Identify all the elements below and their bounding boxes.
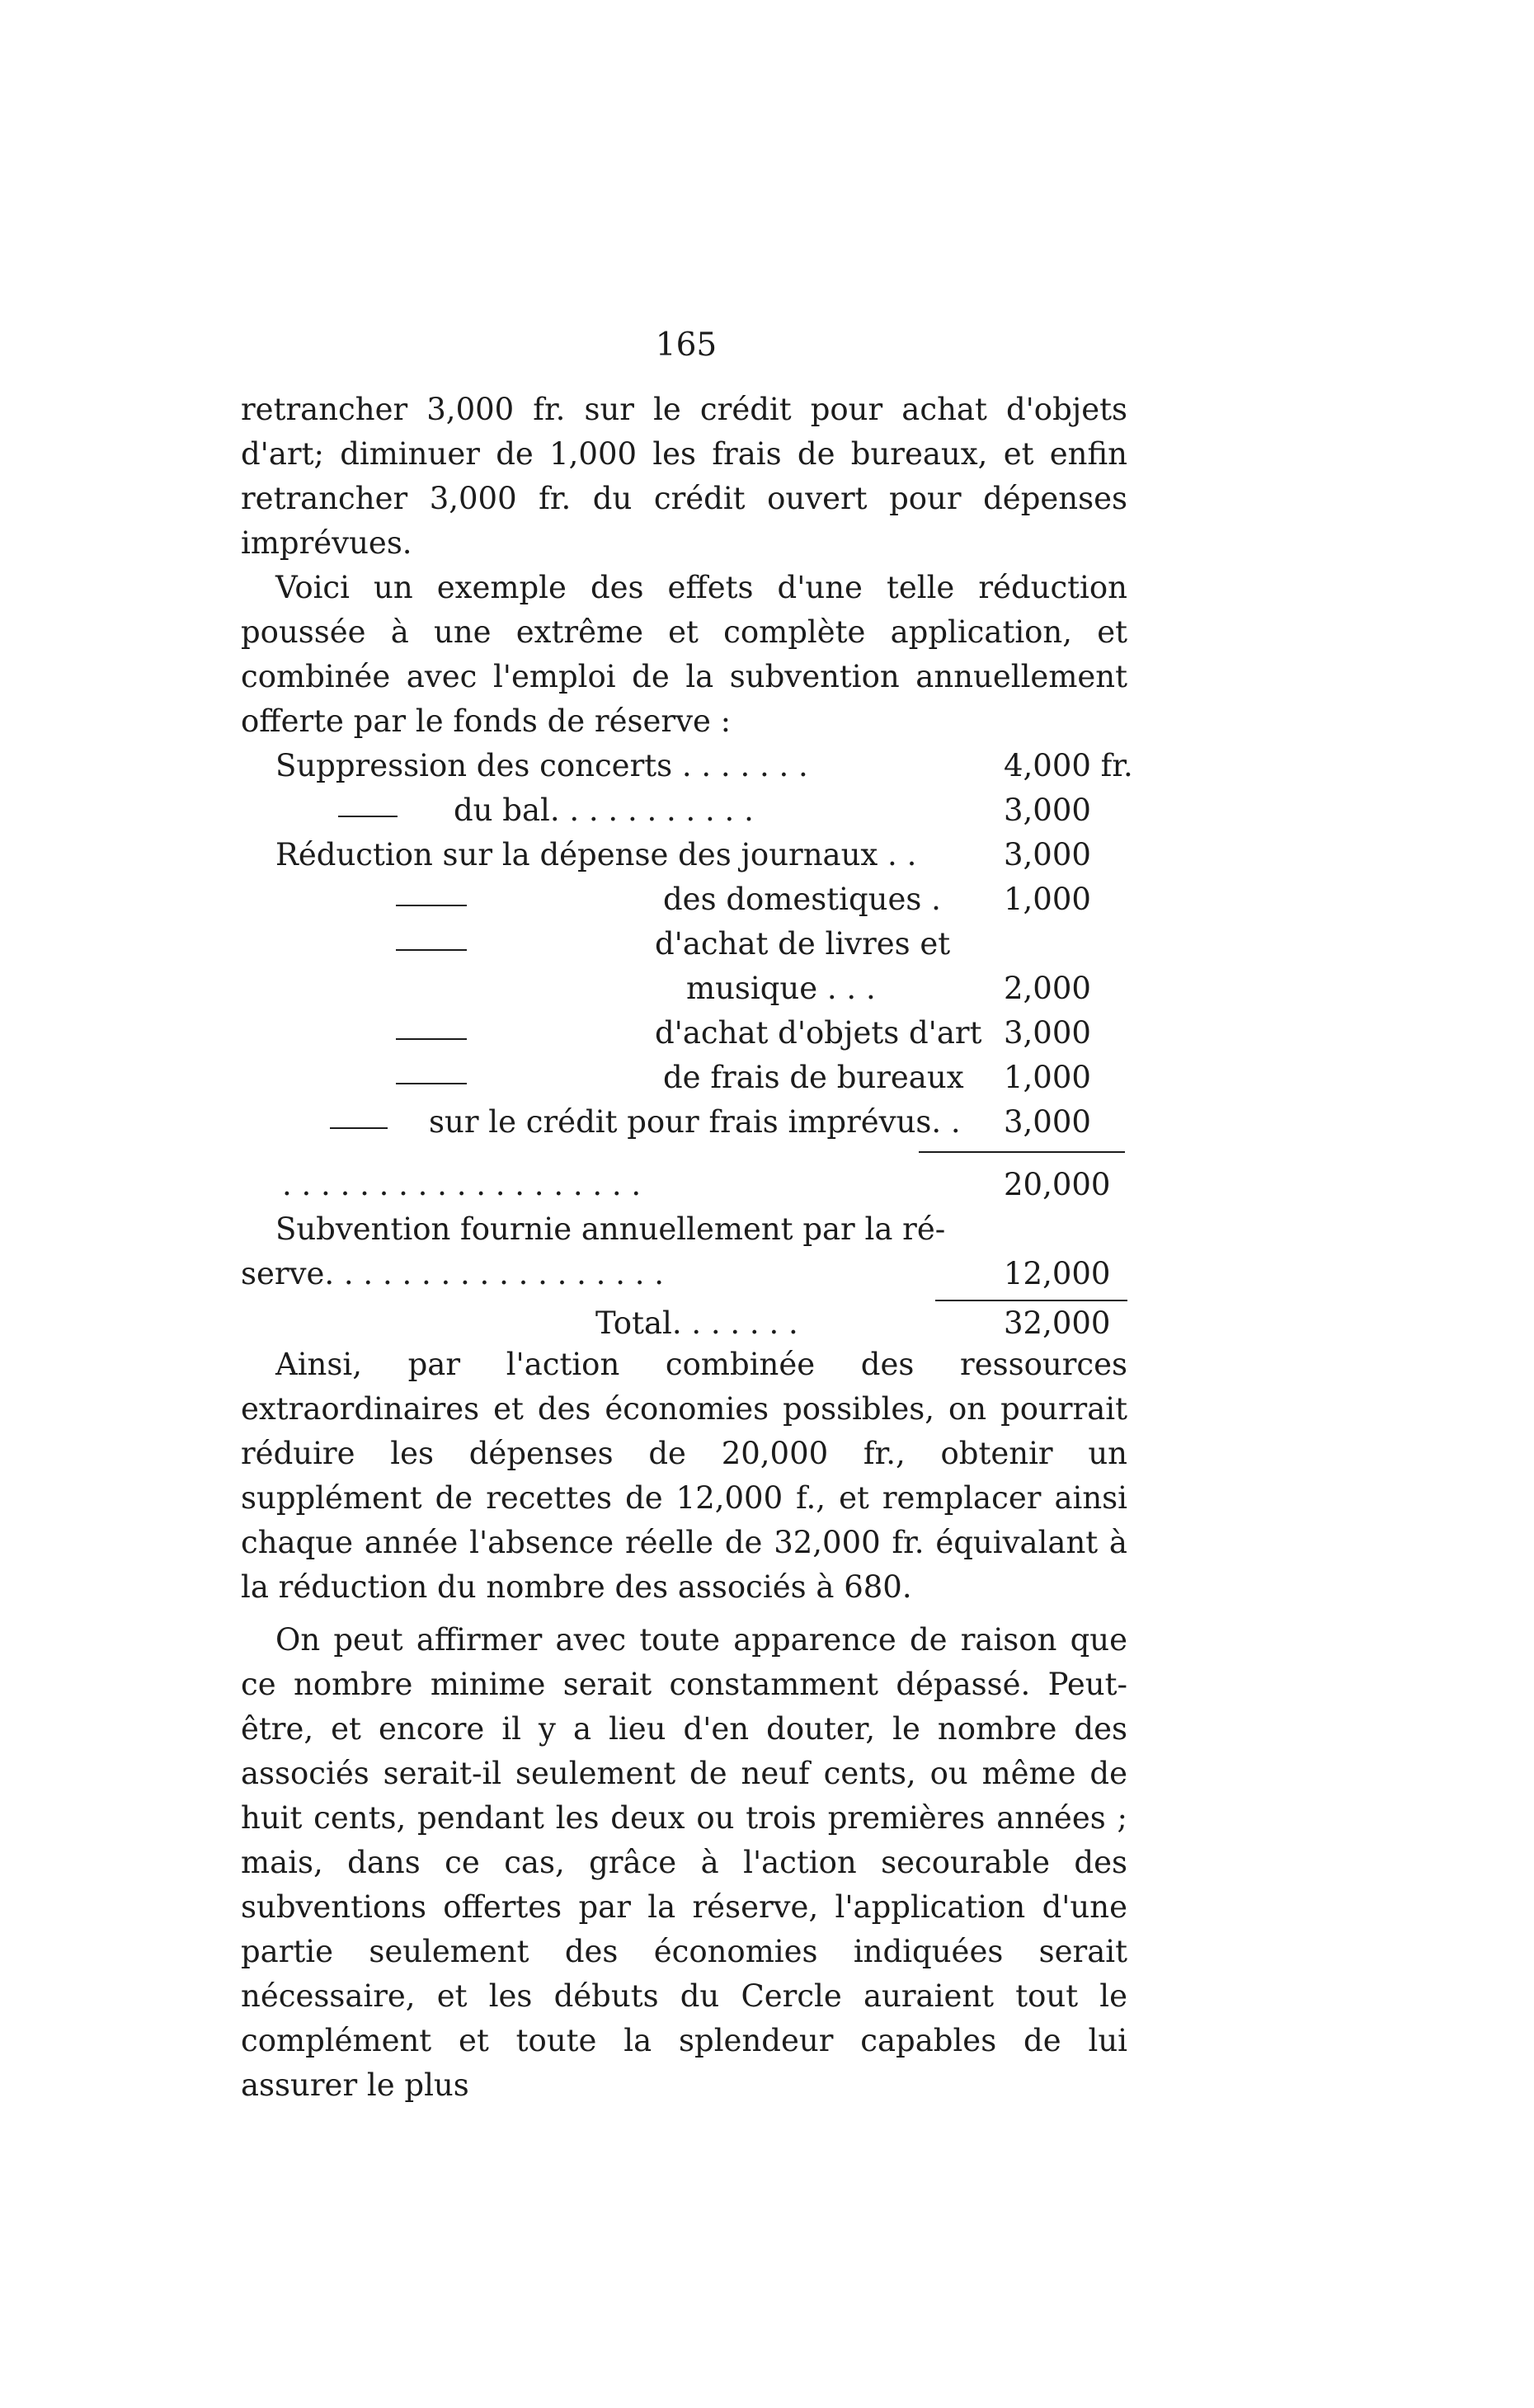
ledger-amount: 2,000	[1004, 971, 1091, 1006]
ledger-row-bal	[241, 788, 1127, 833]
ledger-row-subtotal	[241, 1163, 1127, 1207]
final-paragraph: On peut affirmer avec toute apparence de raison que ce nombre minime serait constamment dépassé. Peut-être, et encore il y a lieu d'en douter, le nombre des associés serait-il seulement de neuf cents, ou même de huit cents, pendant les deux ou trois premières années ; mais, dans ce cas, grâce à l'action secourable des subventions offertes par la réserve, l'application d'une partie seulement des économies indiquées serait nécessaire, et les débuts du Cercle auraient tout le complément et toute la splendeur capables de lui assurer le plus	[241, 1622, 1127, 2103]
ledger-row-subvention	[241, 1207, 1127, 1252]
expense-ledger	[241, 744, 1133, 1341]
ledger-amount: 1,000	[1004, 882, 1091, 917]
page-number: 165	[655, 327, 718, 364]
ledger-label: du bal. . . . . . . . . . .	[454, 792, 754, 828]
ledger-amount: 3,000	[1004, 1104, 1091, 1140]
ledger-label: Total. . . . . . .	[595, 1305, 798, 1341]
ledger-amount: 3,000	[1004, 1015, 1091, 1051]
ledger-row-imprevus	[241, 1100, 1127, 1145]
ledger-row-objets	[241, 1011, 1127, 1056]
ledger-row-musique	[241, 966, 1127, 1011]
ledger-leader-dots: . . . . . . . . . . . . . . . . . . .	[282, 1167, 642, 1202]
subtotal-rule	[919, 1151, 1125, 1153]
ledger-amount: 12,000	[1004, 1256, 1111, 1291]
conclusion-paragraph: Ainsi, par l'action combinée des ressources extraordinaires et des économies possibles, on pourrait réduire les dépenses de 20,000 fr., obtenir un supplément de recettes de 12,000 f., et remplacer ainsi chaque année l'absence réelle de 32,000 fr. équivalant à la réduction du nombre des associés à 680.	[241, 1347, 1127, 1605]
example-paragraph: Voici un exemple des effets d'une telle réduction poussée à une extrême et complète application, et combinée avec l'emploi de la subvention annuellement offerte par le fonds de réserve :	[241, 570, 1127, 739]
ditto-dash	[330, 1127, 388, 1129]
ledger-row-concerts	[241, 744, 1133, 788]
body-text	[241, 388, 1133, 2108]
ledger-label: d'achat d'objets d'art	[655, 1015, 982, 1051]
ledger-label: Réduction sur la dépense des journaux . .	[275, 837, 917, 872]
ledger-amount: 3,000	[1004, 837, 1091, 872]
ledger-label: Suppression des concerts . . . . . . .	[275, 748, 808, 783]
intro-paragraph: retrancher 3,000 fr. sur le crédit pour achat d'objets d'art; diminuer de 1,000 les frais de bureaux, et enfin retrancher 3,000 fr. du crédit ouvert pour dépenses imprévues.	[241, 392, 1127, 561]
ledger-label: serve. . . . . . . . . . . . . . . . . .	[241, 1256, 665, 1291]
ledger-label: de frais de bureaux	[663, 1060, 964, 1095]
ledger-label: sur le crédit pour frais imprévus. .	[429, 1104, 961, 1140]
ditto-dash	[396, 949, 467, 951]
ditto-dash	[396, 1038, 467, 1040]
ledger-row-journaux	[241, 833, 1127, 877]
ditto-dash	[396, 1083, 467, 1084]
ditto-dash	[338, 816, 398, 817]
ditto-dash	[396, 905, 467, 906]
ledger-amount: 32,000	[1004, 1305, 1111, 1341]
ledger-amount: 1,000	[1004, 1060, 1091, 1095]
ledger-label: Subvention fournie annuellement par la ré-	[275, 1211, 946, 1247]
ledger-amount: 3,000	[1004, 792, 1091, 828]
ledger-label: d'achat de livres et	[655, 926, 951, 962]
ledger-amount: 4,000 fr.	[1004, 748, 1133, 783]
ledger-row-total	[241, 1301, 1127, 1346]
ledger-row-livres	[241, 922, 1127, 966]
ledger-row-reserve	[241, 1252, 1127, 1296]
ledger-label: des domestiques .	[663, 882, 941, 917]
ledger-label: musique . . .	[686, 971, 876, 1006]
ledger-amount: 20,000	[1004, 1167, 1111, 1202]
ledger-row-domestiques	[241, 877, 1127, 922]
ledger-row-bureaux	[241, 1056, 1127, 1100]
